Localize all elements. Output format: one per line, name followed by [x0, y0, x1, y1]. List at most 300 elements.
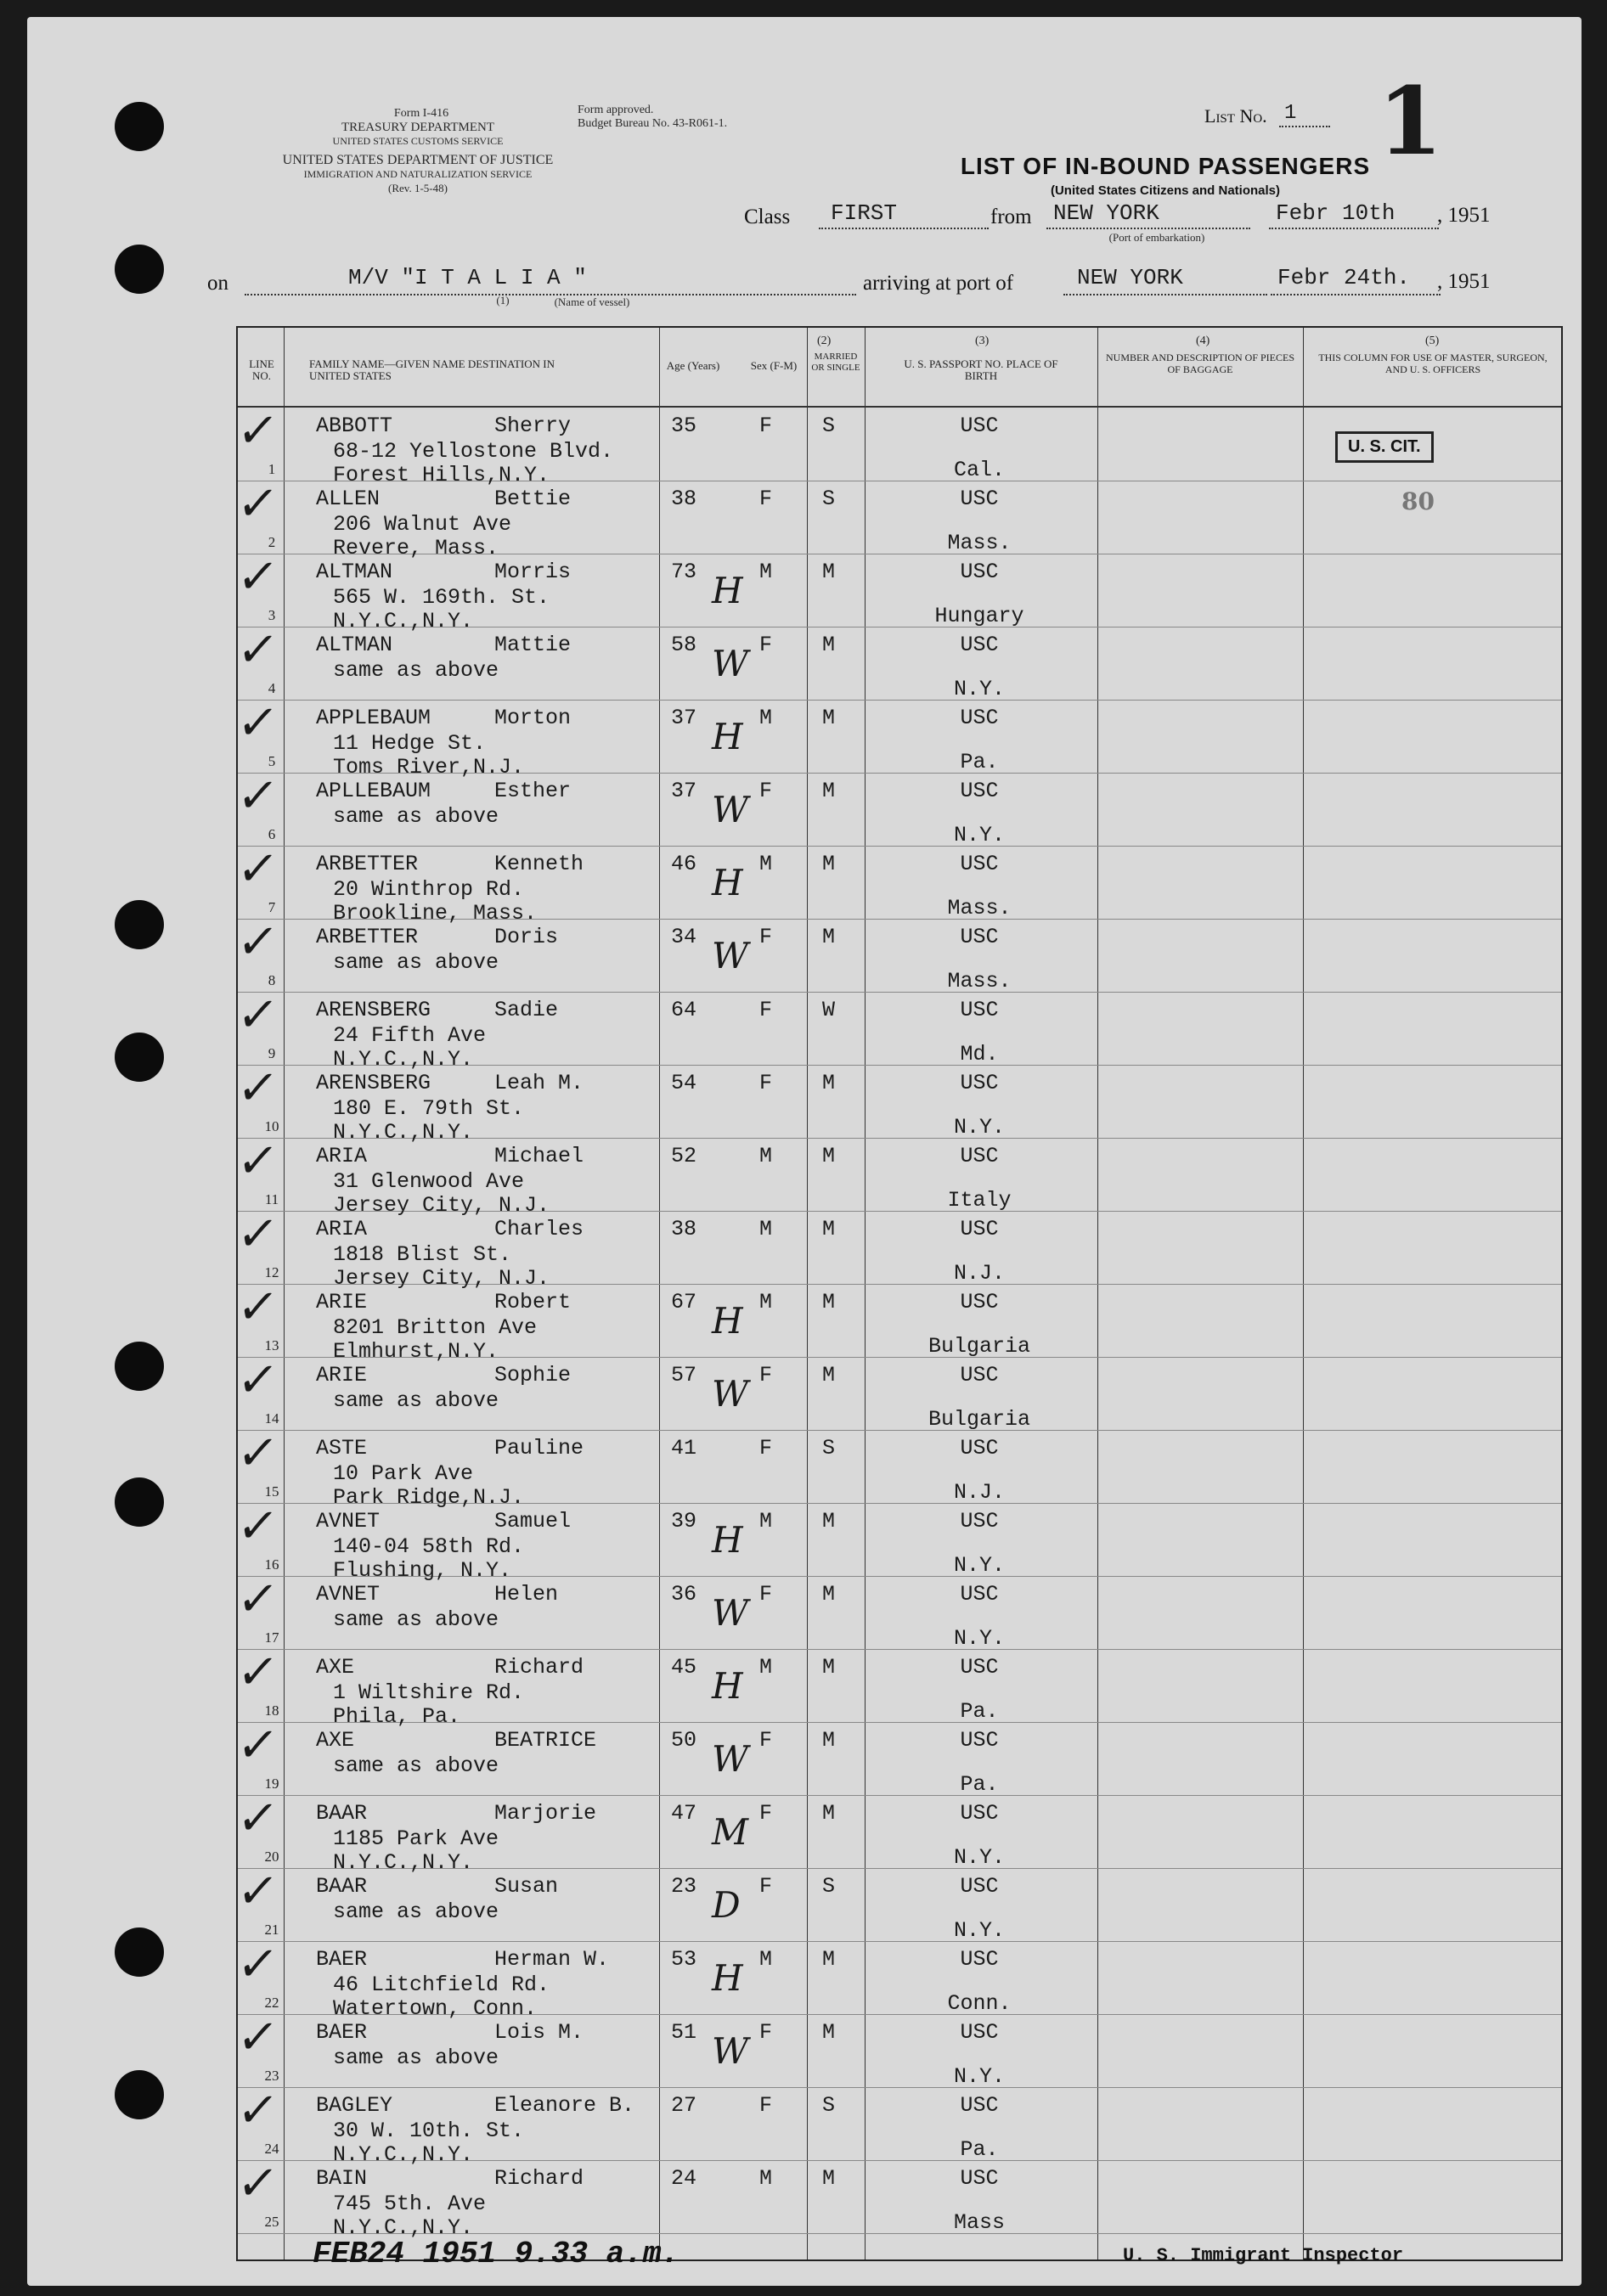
sex: F [759, 633, 773, 657]
age: 64 [671, 998, 697, 1022]
place-of-birth: N.J. [953, 1261, 1005, 1286]
vessel-name: M/V "I T A L I A " [348, 265, 587, 290]
passport-status: USC [960, 998, 999, 1022]
family-name: ARIA [316, 1217, 368, 1241]
from-port: NEW YORK [1053, 200, 1159, 226]
family-name: AVNET [316, 1582, 381, 1607]
address-line-2: Forest Hills,N.Y. [333, 463, 550, 487]
arriving-port: NEW YORK [1077, 265, 1183, 290]
age: 38 [671, 1217, 697, 1241]
address-line-1: 140-04 58th Rd. [333, 1534, 525, 1559]
header-baggage: NUMBER AND DESCRIPTION OF PIECES OF BAGGAGE [1105, 352, 1295, 375]
place-of-birth: Pa. [960, 750, 999, 774]
address-line-1: 30 W. 10th. St. [333, 2119, 525, 2143]
large-list-number: 1 [1378, 66, 1443, 176]
handwritten-mark: H [712, 1957, 743, 1999]
age: 39 [671, 1509, 697, 1533]
sex: F [759, 1801, 773, 1826]
sex: F [759, 1436, 773, 1460]
passport-status: USC [960, 2020, 999, 2045]
address-line-2: N.Y.C.,N.Y. [333, 2215, 474, 2240]
sex: M [759, 1947, 773, 1972]
line-number: 24 [264, 2141, 279, 2157]
given-name: Richard [494, 2166, 584, 2191]
check-mark-icon: ✓ [234, 622, 282, 678]
us-citizen-stamp: U. S. CIT. [1335, 431, 1434, 463]
document-page [27, 17, 1582, 2286]
col-number-3: (3) [975, 335, 990, 347]
ins-service: IMMIGRATION AND NATURALIZATION SERVICE [303, 168, 533, 180]
given-name: Helen [494, 1582, 559, 1607]
line-number: 25 [264, 2214, 279, 2230]
marital-status: M [822, 1509, 836, 1533]
sex: M [759, 1655, 773, 1680]
given-name: Robert [494, 1290, 572, 1314]
address-line-1: 20 Winthrop Rd. [333, 877, 525, 902]
sex: M [759, 1509, 773, 1533]
given-name: Herman W. [494, 1947, 610, 1972]
line-number: 4 [268, 680, 276, 696]
passport-status: USC [960, 1436, 999, 1460]
check-mark-icon: ✓ [234, 2156, 282, 2211]
handwritten-mark: H [712, 862, 743, 903]
passport-status: USC [960, 1509, 999, 1533]
check-mark-icon: ✓ [234, 1426, 282, 1481]
marital-status: M [822, 1582, 836, 1607]
handwritten-mark: H [712, 1665, 743, 1707]
family-name: BAAR [316, 1874, 368, 1899]
marital-status: S [822, 487, 836, 511]
address-line-2: Brookline, Mass. [333, 901, 538, 926]
vessel-note: (Name of vessel) [554, 295, 630, 308]
family-name: AXE [316, 1655, 355, 1680]
table-row [234, 1353, 1561, 1432]
check-mark-icon: ✓ [234, 1718, 282, 1773]
age: 54 [671, 1071, 697, 1095]
from-date: Febr 10th [1276, 200, 1396, 226]
check-mark-icon: ✓ [234, 403, 282, 459]
address-line-1: same as above [333, 658, 499, 683]
age: 38 [671, 487, 697, 511]
place-of-birth: Mass [953, 2210, 1005, 2235]
given-name: Michael [494, 1144, 584, 1168]
address-line-1: 46 Litchfield Rd. [333, 1972, 550, 1997]
place-of-birth: N.Y. [953, 823, 1005, 847]
age: 24 [671, 2166, 697, 2191]
passenger-table [236, 326, 1563, 2261]
handwritten-mark: W [712, 1592, 749, 1634]
given-name: Richard [494, 1655, 584, 1680]
given-name: Mattie [494, 633, 572, 657]
address-line-2: Revere, Mass. [333, 536, 499, 560]
place-of-birth: Pa. [960, 1772, 999, 1797]
given-name: Marjorie [494, 1801, 597, 1826]
page-title: LIST OF IN-BOUND PASSENGERS [960, 153, 1371, 179]
age: 35 [671, 414, 697, 438]
line-number: 12 [264, 1264, 279, 1280]
marital-status: S [822, 2093, 836, 2118]
age: 73 [671, 560, 697, 584]
line-number: 5 [268, 753, 276, 769]
given-name: Eleanore B. [494, 2093, 635, 2118]
given-name: Charles [494, 1217, 584, 1241]
table-row [234, 1426, 1561, 1510]
form-number: Form I-416 [393, 107, 449, 120]
place-of-birth: Conn. [947, 1991, 1012, 2016]
marital-status: M [822, 779, 836, 803]
list-no-value: 1 [1284, 102, 1297, 125]
check-mark-icon: ✓ [234, 2083, 282, 2138]
address-line-1: 1 Wiltshire Rd. [333, 1680, 525, 1705]
passport-status: USC [960, 779, 999, 803]
address-line-2: Watertown, Conn. [333, 1996, 538, 2021]
passport-status: USC [960, 487, 999, 511]
line-number: 2 [268, 534, 276, 550]
sex: F [759, 1363, 773, 1387]
table-row [234, 2010, 1561, 2089]
place-of-birth: Bulgaria [928, 1407, 1031, 1432]
place-of-birth: N.Y. [953, 1115, 1005, 1140]
address-line-1: 24 Fifth Ave [333, 1023, 487, 1048]
family-name: ARIA [316, 1144, 368, 1168]
passport-status: USC [960, 1144, 999, 1168]
family-name: APPLEBAUM [316, 706, 431, 730]
arriving-year: , 1951 [1437, 270, 1491, 293]
table-row [234, 1207, 1561, 1291]
binder-hole [115, 1033, 164, 1082]
address-line-1: 11 Hedge St. [333, 731, 487, 756]
passport-status: USC [960, 1217, 999, 1241]
line-number: 19 [264, 1775, 279, 1792]
header-separator [238, 406, 1561, 408]
table-row [234, 1134, 1561, 1218]
binder-hole [115, 2070, 164, 2119]
address-line-1: 10 Park Ave [333, 1461, 474, 1486]
table-row [234, 476, 1561, 560]
sex: F [759, 487, 773, 511]
from-underline [1046, 228, 1250, 229]
passport-status: USC [960, 1947, 999, 1972]
marital-status: M [822, 1947, 836, 1972]
address-line-2: Elmhurst,N.Y. [333, 1339, 499, 1364]
check-mark-icon: ✓ [234, 914, 282, 970]
table-row [234, 2156, 1561, 2240]
family-name: AVNET [316, 1509, 381, 1533]
family-name: ARBETTER [316, 925, 419, 949]
handwritten-mark: H [712, 1519, 743, 1561]
table-row [234, 1718, 1561, 1797]
header-officers: THIS COLUMN FOR USE OF MASTER, SURGEON, AND U. S. OFFICERS [1318, 352, 1548, 375]
binder-hole [115, 245, 164, 294]
address-line-1: 180 E. 79th St. [333, 1096, 525, 1121]
vessel-col-no: (1) [496, 294, 510, 307]
handwritten-mark: H [712, 716, 743, 757]
line-number: 23 [264, 2068, 279, 2084]
table-row [234, 1791, 1561, 1875]
binder-hole [115, 1927, 164, 1977]
check-mark-icon: ✓ [234, 988, 282, 1043]
form-approved: Form approved. [578, 104, 654, 116]
sex: F [759, 1874, 773, 1899]
marital-status: M [822, 560, 836, 584]
col-number-5: (5) [1425, 335, 1440, 347]
address-line-2: Toms River,N.J. [333, 755, 525, 779]
age: 27 [671, 2093, 697, 2118]
line-number: 8 [268, 972, 276, 988]
age: 46 [671, 852, 697, 876]
family-name: ARBETTER [316, 852, 419, 876]
page-subtitle: (United States Citizens and Nationals) [1050, 183, 1281, 198]
sex: F [759, 779, 773, 803]
age: 37 [671, 779, 697, 803]
marital-status: M [822, 1071, 836, 1095]
header-line-no: LINE NO. [249, 357, 274, 382]
given-name: Bettie [494, 487, 572, 511]
table-row [234, 1280, 1561, 1364]
class-value: FIRST [831, 200, 898, 226]
table-row [234, 768, 1561, 847]
given-name: Sophie [494, 1363, 572, 1387]
address-line-2: N.Y.C.,N.Y. [333, 609, 474, 633]
marital-status: W [822, 998, 836, 1022]
header-age: Age (Years) [666, 359, 720, 372]
revision-date: (Rev. 1-5-48) [388, 182, 448, 194]
address-line-1: 31 Glenwood Ave [333, 1169, 525, 1194]
address-line-1: same as above [333, 1607, 499, 1632]
age: 52 [671, 1144, 697, 1168]
sex: F [759, 414, 773, 438]
binder-hole [115, 102, 164, 151]
place-of-birth: Mass. [947, 531, 1012, 555]
sex: F [759, 925, 773, 949]
age: 47 [671, 1801, 697, 1826]
sex: M [759, 1217, 773, 1241]
address-line-2: Jersey City, N.J. [333, 1193, 550, 1218]
sex: M [759, 1290, 773, 1314]
binder-hole [115, 1342, 164, 1391]
sex: M [759, 2166, 773, 2191]
family-name: ASTE [316, 1436, 368, 1460]
given-name: Sherry [494, 414, 572, 438]
sex: F [759, 2093, 773, 2118]
line-number: 20 [264, 1849, 279, 1865]
passport-status: USC [960, 1728, 999, 1753]
address-line-1: same as above [333, 1899, 499, 1924]
marital-status: M [822, 2020, 836, 2045]
arriving-date: Febr 24th. [1277, 265, 1411, 290]
table-row [234, 1499, 1561, 1583]
place-of-birth: N.Y. [953, 1845, 1005, 1870]
check-mark-icon: ✓ [234, 1499, 282, 1554]
address-line-1: same as above [333, 2046, 499, 2070]
treasury-dept: TREASURY DEPARTMENT [341, 121, 495, 134]
from-date-underline [1269, 228, 1439, 229]
age: 36 [671, 1582, 697, 1607]
marital-status: M [822, 1655, 836, 1680]
check-mark-icon: ✓ [234, 1207, 282, 1262]
address-line-1: same as above [333, 1388, 499, 1413]
passport-status: USC [960, 1071, 999, 1095]
table-row [234, 841, 1561, 926]
on-label: on [207, 272, 228, 295]
family-name: BAER [316, 1947, 368, 1972]
check-mark-icon: ✓ [234, 695, 282, 751]
line-number: 14 [264, 1410, 279, 1427]
family-name: BAGLEY [316, 2093, 393, 2118]
marital-status: M [822, 633, 836, 657]
given-name: Kenneth [494, 852, 584, 876]
address-line-1: 8201 Britton Ave [333, 1315, 538, 1340]
address-line-2: N.Y.C.,N.Y. [333, 1047, 474, 1072]
place-of-birth: Cal. [953, 458, 1005, 482]
passport-status: USC [960, 706, 999, 730]
address-line-1: same as above [333, 1753, 499, 1778]
header-sex: Sex (F-M) [750, 359, 798, 372]
line-number: 9 [268, 1045, 276, 1061]
sex: F [759, 2020, 773, 2045]
passport-status: USC [960, 925, 999, 949]
line-number: 22 [264, 1995, 279, 2011]
passport-status: USC [960, 2093, 999, 2118]
class-label: Class [744, 205, 791, 228]
table-row [234, 695, 1561, 779]
place-of-birth: N.Y. [953, 1626, 1005, 1651]
marital-status: M [822, 1801, 836, 1826]
table-row [234, 1937, 1561, 2021]
age: 23 [671, 1874, 697, 1899]
passport-status: USC [960, 1655, 999, 1680]
family-name: ARIE [316, 1363, 368, 1387]
place-of-birth: N.Y. [953, 1553, 1005, 1578]
marital-status: M [822, 852, 836, 876]
given-name: Leah M. [494, 1071, 584, 1095]
handwritten-mark: D [712, 1884, 741, 1926]
address-line-1: 206 Walnut Ave [333, 512, 512, 537]
line-number: 21 [264, 1922, 279, 1938]
marital-status: M [822, 1144, 836, 1168]
given-name: Morton [494, 706, 572, 730]
age: 41 [671, 1436, 697, 1460]
passport-status: USC [960, 1582, 999, 1607]
age: 58 [671, 633, 697, 657]
passport-status: USC [960, 1801, 999, 1826]
address-line-1: same as above [333, 804, 499, 829]
header-name: FAMILY NAME—GIVEN NAME DESTINATION IN UNITED STATES [309, 357, 555, 382]
passport-status: USC [960, 852, 999, 876]
family-name: BAIN [316, 2166, 368, 2191]
marital-status: M [822, 706, 836, 730]
place-of-birth: Pa. [960, 2137, 999, 2162]
table-row [234, 403, 1561, 487]
check-mark-icon: ✓ [234, 1864, 282, 1919]
header-passport: U. S. PASSPORT NO. PLACE OF BIRTH [904, 357, 1058, 382]
passport-status: USC [960, 1874, 999, 1899]
given-name: Susan [494, 1874, 559, 1899]
age: 45 [671, 1655, 697, 1680]
check-mark-icon: ✓ [234, 768, 282, 824]
handwritten-mark: H [712, 570, 743, 611]
sex: M [759, 1144, 773, 1168]
binder-hole [115, 900, 164, 949]
place-of-birth: N.Y. [953, 2064, 1005, 2089]
handwritten-mark: H [712, 1300, 743, 1342]
binder-hole [115, 1477, 164, 1527]
address-line-1: 745 5th. Ave [333, 2192, 487, 2216]
age: 67 [671, 1290, 697, 1314]
given-name: Sadie [494, 998, 559, 1022]
line-number: 13 [264, 1337, 279, 1353]
family-name: ARENSBERG [316, 998, 431, 1022]
passport-status: USC [960, 414, 999, 438]
marital-status: M [822, 1363, 836, 1387]
handwritten-mark: W [712, 643, 749, 684]
table-row [234, 914, 1561, 993]
place-of-birth: N.Y. [953, 1918, 1005, 1943]
line-number: 18 [264, 1702, 279, 1719]
line-number: 7 [268, 899, 276, 915]
budget-bureau: Budget Bureau No. 43-R061-1. [578, 117, 728, 130]
check-mark-icon: ✓ [234, 1134, 282, 1189]
address-line-2: N.Y.C.,N.Y. [333, 1120, 474, 1145]
table-row [234, 1645, 1561, 1729]
given-name: Lois M. [494, 2020, 584, 2045]
passport-status: USC [960, 2166, 999, 2191]
table-row [234, 988, 1561, 1072]
class-underline [819, 228, 989, 229]
check-mark-icon: ✓ [234, 549, 282, 605]
line-number: 6 [268, 826, 276, 842]
place-of-birth: Md. [960, 1042, 999, 1066]
sex: F [759, 1728, 773, 1753]
sex: F [759, 998, 773, 1022]
passport-status: USC [960, 560, 999, 584]
address-line-2: Jersey City, N.J. [333, 1266, 550, 1291]
customs-service: UNITED STATES CUSTOMS SERVICE [332, 135, 504, 147]
check-mark-icon: ✓ [234, 841, 282, 897]
table-row [234, 549, 1561, 633]
marital-status: S [822, 1436, 836, 1460]
family-name: ALLEN [316, 487, 381, 511]
passport-status: USC [960, 1290, 999, 1314]
place-of-birth: Pa. [960, 1699, 999, 1724]
check-mark-icon: ✓ [234, 1061, 282, 1116]
sex: F [759, 1582, 773, 1607]
age: 50 [671, 1728, 697, 1753]
col-number-4: (4) [1196, 335, 1210, 347]
check-mark-icon: ✓ [234, 476, 282, 532]
justice-dept: UNITED STATES DEPARTMENT OF JUSTICE [282, 153, 554, 167]
place-of-birth: Italy [947, 1188, 1012, 1213]
check-mark-icon: ✓ [234, 1280, 282, 1335]
age: 34 [671, 925, 697, 949]
table-row [234, 1061, 1561, 1145]
family-name: ARENSBERG [316, 1071, 431, 1095]
line-number: 10 [264, 1118, 279, 1134]
sex: M [759, 560, 773, 584]
address-line-2: Phila, Pa. [333, 1704, 461, 1729]
address-line-1: 1185 Park Ave [333, 1826, 499, 1851]
handwritten-mark: M [712, 1811, 749, 1853]
check-mark-icon: ✓ [234, 1791, 282, 1846]
check-mark-icon: ✓ [234, 1353, 282, 1408]
family-name: AXE [316, 1728, 355, 1753]
sex: F [759, 1071, 773, 1095]
address-line-1: 565 W. 169th. St. [333, 585, 550, 610]
family-name: APLLEBAUM [316, 779, 431, 803]
check-mark-icon: ✓ [234, 1572, 282, 1627]
arriving-date-underline [1271, 294, 1441, 295]
address-line-2: N.Y.C.,N.Y. [333, 2142, 474, 2167]
